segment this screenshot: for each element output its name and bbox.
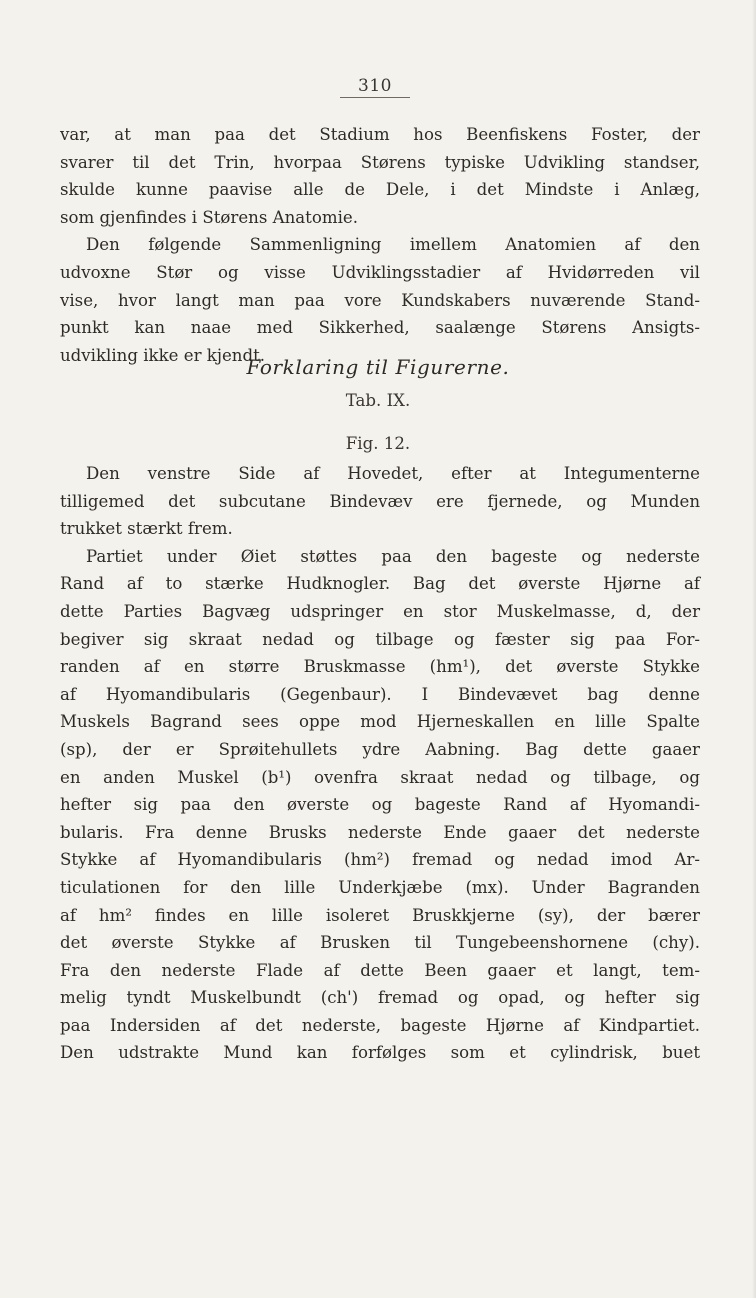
text-line: udvikling ikke er kjendt. [60,345,266,365]
text-line: vise, hvor langt man paa vore Kundskabers nuværende Stand- [60,290,700,310]
text-line: Den udstrakte Mund kan forfølges som et cylindrisk, buet [60,1043,700,1063]
text-line: som gjenfindes i Størens Anatomie. [60,207,358,227]
text-line: dette Parties Bagvæg udspringer en stor Muskelmasse, d, der [60,601,700,621]
text-line: bularis. Fra denne Brusks nederste Ende gaaer det nederste [60,822,700,842]
text-line: tilligemed det subcutane Bindevæv ere fjernede, og Munden [60,491,700,511]
text-line: en anden Muskel (b¹) ovenfra skraat nedad og tilbage, og [60,767,700,787]
text-line: Den venstre Side af Hovedet, efter at Integumenterne [86,464,700,483]
text-line: Rand af to stærke Hudknogler. Bag det øverste Hjørne af [60,574,700,594]
text-line: udvoxne Stør og visse Udviklingsstadier af Hvidørreden vil [60,262,700,282]
paragraph-intro [60,121,700,369]
text-line: Den følgende Sammenligning imellem Anatomien af den [86,235,700,255]
page-edge-shadow [752,0,756,1298]
section-title: Forklaring til Figurerne. [246,355,510,379]
text-line: det øverste Stykke af Brusken til Tungebeenshornene (chy). [60,933,700,953]
text-line: Fra den nederste Flade af dette Been gaaer et langt, tem- [60,960,700,980]
figure-label: Fig. 12. [345,434,411,453]
text-line: paa Indersiden af det nederste, bageste Hjørne af Kindpartiet. [60,1015,700,1035]
plate-label: Tab. IX. [345,391,411,410]
text-line: svarer til det Trin, hvorpaa Størens typiske Udvikling standser, [60,152,700,172]
text-line: Stykke af Hyomandibularis (hm²) fremad og nedad imod Ar- [60,850,700,870]
text-line: (sp), der er Sprøitehullets ydre Aabning. Bag dette gaaer [60,739,700,759]
paragraph-figure-explanation [60,460,700,1067]
text-line: Muskels Bagrand sees oppe mod Hjerneskallen en lille Spalte [60,712,700,732]
text-line: af hm² findes en lille isoleret Bruskkjerne (sy), der bærer [60,905,700,925]
page-number: 310 [340,76,410,98]
text-line: hefter sig paa den øverste og bageste Rand af Hyomandi- [60,795,700,815]
text-line: randen af en større Bruskmasse (hm¹), det øverste Stykke [60,657,700,677]
text-line: af Hyomandibularis (Gegenbaur). I Bindevævet bag denne [60,684,700,704]
text-line: trukket stærkt frem. [60,519,233,539]
text-line: ticulationen for den lille Underkjæbe (mx). Under Bagranden [60,877,700,897]
text-line: var, at man paa det Stadium hos Beenfiskens Foster, der [60,125,700,144]
text-line: begiver sig skraat nedad og tilbage og fæster sig paa For- [60,629,700,649]
text-line: punkt kan naae med Sikkerhed, saalænge Størens Ansigts- [60,318,700,338]
text-line: Partiet under Øiet støttes paa den bageste og nederste [86,546,700,566]
text-line: skulde kunne paavise alle de Dele, i det Mindste i Anlæg, [60,180,700,200]
text-line: melig tyndt Muskelbundt (ch') fremad og opad, og hefter sig [60,988,700,1008]
